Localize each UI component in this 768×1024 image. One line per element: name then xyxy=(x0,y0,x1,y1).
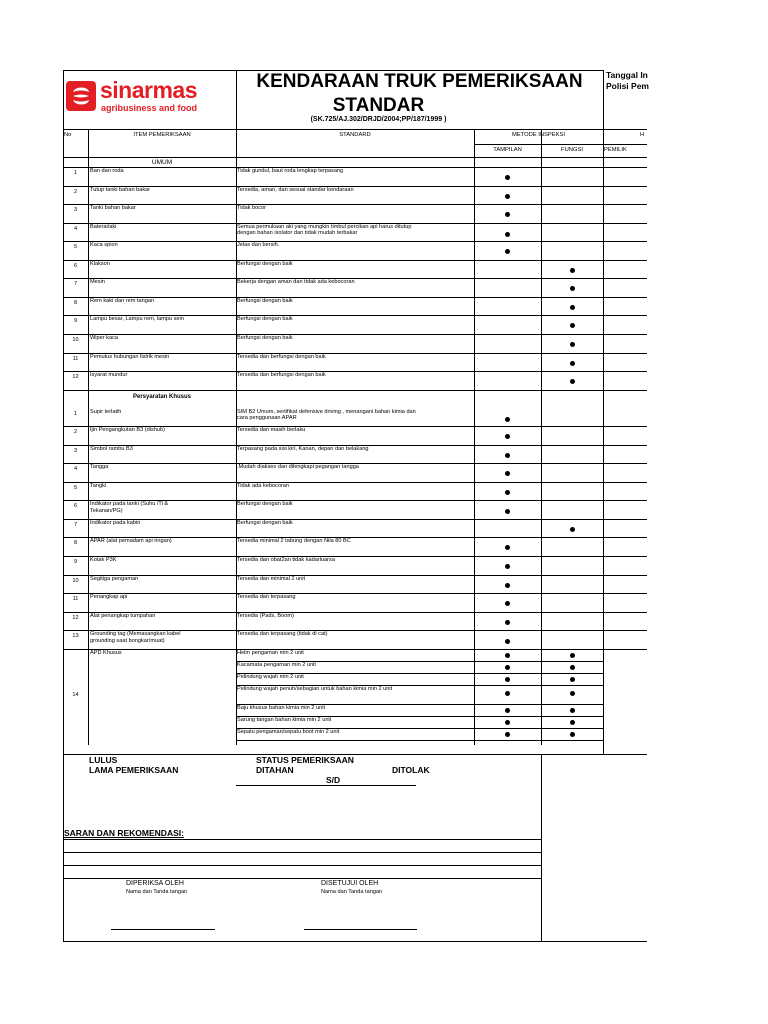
col-method: METODE INSPEKSI xyxy=(511,132,566,138)
row-number: 10 xyxy=(72,577,79,584)
label-diperiksa: DIPERIKSA OLEH xyxy=(126,880,184,887)
row-item: Klakson xyxy=(90,260,110,267)
apd-subrow-standard: Kacamata pengaman min 2 unit xyxy=(237,661,316,668)
row-number: 5 xyxy=(73,484,78,491)
apd-row-number: 14 xyxy=(72,691,79,698)
row-item: Baterai/aki xyxy=(90,223,117,230)
row-standard: Bekerja dengan aman dan tidak ada kebocoran xyxy=(237,279,355,286)
row-standard: dengan bahan isolator dan tidak mudah terbakar xyxy=(237,230,358,237)
row-standard: Tersedia dan berfungsi dengan baik xyxy=(237,353,326,360)
row-number: 6 xyxy=(73,503,78,510)
apd-item: APD Khusus xyxy=(90,649,122,656)
row-standard: cara penggunaan APAR xyxy=(237,415,297,421)
row-item: Alat penangkap tumpahan xyxy=(90,612,156,619)
row-item: Tekanan/PG) xyxy=(90,507,123,514)
row-standard: Tersedia dan terpasang xyxy=(237,594,296,601)
signature-line-1[interactable] xyxy=(111,929,215,930)
row-item: Rem kaki dan rem tangan xyxy=(90,297,155,304)
col-pemilik: PEMILIK xyxy=(604,147,627,153)
check-bullet-icon xyxy=(570,677,575,682)
row-number: 7 xyxy=(73,521,78,528)
row-item: Indikator pada kabin xyxy=(90,519,141,526)
row-number: 10 xyxy=(72,336,79,343)
label-sd: S/D xyxy=(326,775,341,785)
side-header-date: Tanggal In xyxy=(606,70,648,80)
check-bullet-icon xyxy=(570,361,575,366)
row-standard: Berfungsi dengan baik xyxy=(237,334,293,341)
row-number: 9 xyxy=(73,318,78,325)
status-ditahan: DITAHAN xyxy=(256,765,294,775)
check-bullet-icon xyxy=(570,268,575,273)
row-number: 8 xyxy=(73,299,78,306)
check-bullet-icon xyxy=(505,232,510,237)
row-item: Grounding tag (Memasangkan kabel xyxy=(90,631,181,638)
row-standard: Tersedia dan obat2an tidak kadarluarsa xyxy=(237,557,335,563)
check-bullet-icon xyxy=(505,417,510,422)
check-bullet-icon xyxy=(570,342,575,347)
form-reference: (SK.725/AJ.302/DRJD/2004;PP/187/1999 ) xyxy=(310,116,447,123)
apd-subrow-standard: Pelindung wajah penuh/sebagian untuk bahan kimia min 2 unit xyxy=(237,685,393,692)
label-saran: SARAN DAN REKOMENDASI: xyxy=(64,828,184,838)
row-standard: .Mudah diakses dan dilengkapi pegangan tangga xyxy=(237,464,359,471)
check-bullet-icon xyxy=(505,720,510,725)
row-item: Tangga xyxy=(90,464,109,471)
apd-subrow-standard: Helm pengaman min 2 unit xyxy=(237,649,304,656)
row-standard: Tidak gundul, baut roda lengkap terpasang xyxy=(237,168,344,174)
row-item: grounding saat bongkar/muat) xyxy=(90,637,165,644)
check-bullet-icon xyxy=(505,194,510,199)
check-bullet-icon xyxy=(505,653,510,658)
label-status-pemeriksaan: STATUS PEMERIKSAAN xyxy=(256,755,354,765)
check-bullet-icon xyxy=(505,175,510,180)
row-number: 5 xyxy=(73,244,78,251)
row-standard: Berfungsi dengan baik xyxy=(237,297,293,304)
section-khusus: Persyaratan Khusus xyxy=(132,394,192,400)
row-standard: Tidak bocor xyxy=(237,205,267,212)
check-bullet-icon xyxy=(505,564,510,569)
status-lulus: LULUS xyxy=(89,755,118,765)
check-bullet-icon xyxy=(570,708,575,713)
check-bullet-icon xyxy=(505,583,510,588)
check-bullet-icon xyxy=(505,545,510,550)
check-bullet-icon xyxy=(570,665,575,670)
check-bullet-icon xyxy=(570,691,575,696)
row-number: 2 xyxy=(73,188,78,195)
row-item: Kaca spion xyxy=(90,242,118,249)
check-bullet-icon xyxy=(570,653,575,658)
check-bullet-icon xyxy=(505,212,510,217)
row-item: Isyarat mundur xyxy=(90,372,128,379)
col-item: ITEM PEMERIKSAAN xyxy=(133,132,191,138)
check-bullet-icon xyxy=(570,286,575,291)
row-number: 4 xyxy=(73,466,78,473)
row-standard: Tersedia dan minimal 2 unit xyxy=(237,575,306,582)
row-item: Kotak P3K xyxy=(90,557,117,563)
col-standard: STANDARD xyxy=(339,132,371,138)
check-bullet-icon xyxy=(505,601,510,606)
row-item: Lampu besar, Lampu rem, lampu sein xyxy=(90,316,184,323)
row-standard: Tersedia (Pads, Boom) xyxy=(237,612,294,619)
check-bullet-icon xyxy=(505,453,510,458)
row-item: Pemutus hubungan listrik mesin xyxy=(90,353,170,360)
check-bullet-icon xyxy=(505,732,510,737)
row-standard: Tersedia dan terpasang (tidak di cat) xyxy=(237,631,328,638)
check-bullet-icon xyxy=(570,323,575,328)
check-bullet-icon xyxy=(505,677,510,682)
row-standard: Tersedia, aman, dan sesuai standar kendaraan xyxy=(237,186,354,193)
row-number: 12 xyxy=(72,374,79,381)
label-disetujui: DISETUJUI OLEH xyxy=(321,880,379,887)
row-item: Penangkap api xyxy=(90,594,128,601)
row-item: Indikator pada tanki (Suhu /Ti & xyxy=(90,501,169,508)
row-item: Simbol rambu B3 xyxy=(90,445,133,452)
row-number: 4 xyxy=(73,225,78,232)
row-item: APAR (alat pemadam api ringan) xyxy=(90,538,172,545)
row-number: 2 xyxy=(73,429,78,436)
apd-subrow-standard: Pelindung wajah min 2 unit xyxy=(237,673,304,680)
row-number: 7 xyxy=(73,281,78,288)
row-number: 12 xyxy=(72,614,79,621)
row-number: 1 xyxy=(73,410,78,417)
section-umum: UMUM xyxy=(151,159,173,166)
apd-subrow-standard: Sarung tangan bahan kimia min 2 unit xyxy=(237,716,332,723)
check-bullet-icon xyxy=(505,249,510,254)
row-standard: Tersedia dan masih berlaku xyxy=(237,427,306,434)
row-number: 6 xyxy=(73,262,78,269)
check-bullet-icon xyxy=(505,639,510,644)
logo-brand: sinarmas xyxy=(100,77,198,103)
check-bullet-icon xyxy=(505,708,510,713)
check-bullet-icon xyxy=(505,434,510,439)
row-number: 3 xyxy=(73,447,78,454)
row-item: Wiper kaca xyxy=(90,334,118,341)
row-standard: Semua permukaan aki yang mungkin timbul percikan api harus ditutup xyxy=(237,223,412,230)
check-bullet-icon xyxy=(505,509,510,514)
row-number: 3 xyxy=(73,207,78,214)
row-standard: Berfungsi dengan baik xyxy=(237,260,293,267)
row-item: Tangki xyxy=(90,482,107,489)
signature-line-2[interactable] xyxy=(304,929,417,930)
check-bullet-icon xyxy=(505,620,510,625)
row-standard: Jelas dan bersih. xyxy=(237,242,280,249)
row-standard: Berfungsi dengan baik xyxy=(237,316,293,323)
row-number: 1 xyxy=(73,170,78,176)
check-bullet-icon xyxy=(505,691,510,696)
row-standard: Tersedia minimal 2 tabung dengan Nila 80 BC xyxy=(237,538,351,545)
label-nama-2: Nama dan Tanda tangan xyxy=(321,889,383,895)
check-bullet-icon xyxy=(570,379,575,384)
row-standard: Tidak ada kebocoran xyxy=(237,482,290,489)
row-standard: Berfungsi dengan baik xyxy=(237,501,293,508)
col-h: H xyxy=(640,132,645,138)
col-no: No xyxy=(64,132,72,138)
check-bullet-icon xyxy=(570,720,575,725)
check-bullet-icon xyxy=(570,527,575,532)
row-item: Tutup tanki bahan bakar xyxy=(90,186,151,193)
form-title-line1: KENDARAAN TRUK PEMERIKSAAN xyxy=(256,71,583,92)
check-bullet-icon xyxy=(570,305,575,310)
side-header-police: Polisi Pem xyxy=(606,81,649,91)
row-item: Tanki bahan bakar xyxy=(90,205,136,212)
row-item: Supir terlatih xyxy=(90,408,122,415)
row-number: 11 xyxy=(72,596,79,603)
logo-subtitle: agribusiness and food xyxy=(101,103,198,113)
row-number: 11 xyxy=(72,355,79,362)
row-number: 8 xyxy=(73,540,78,547)
row-item: Ban dan roda xyxy=(90,168,124,174)
row-item: Segitiga pengaman xyxy=(90,575,139,582)
row-standard: Tersedia dan berfungsi dengan baik xyxy=(237,372,326,379)
company-logo xyxy=(66,78,216,118)
sinarmas-logo-icon xyxy=(66,81,96,111)
row-standard: SIM B2 Umum, sertifikat defensive driving , menangani bahan kimia dan xyxy=(237,408,416,415)
status-ditolak: DITOLAK xyxy=(392,765,430,775)
apd-subrow-standard: Baju khusus bahan kimia min 2 unit xyxy=(237,704,325,711)
row-number: 13 xyxy=(72,633,79,640)
form-title-line2: STANDAR xyxy=(332,95,425,116)
apd-subrow-standard: Sepatu pengaman/sepatu boot min 2 unit xyxy=(237,728,340,735)
row-number: 9 xyxy=(73,559,78,565)
label-nama-1: Nama dan Tanda tangan xyxy=(126,889,188,895)
check-bullet-icon xyxy=(570,732,575,737)
row-item: Mesin xyxy=(90,279,105,286)
check-bullet-icon xyxy=(505,490,510,495)
label-lama-pemeriksaan: LAMA PEMERIKSAAN xyxy=(89,765,179,775)
check-bullet-icon xyxy=(505,665,510,670)
check-bullet-icon xyxy=(505,471,510,476)
row-standard: Berfungsi dengan baik xyxy=(237,519,293,526)
col-tampilan: TAMPILAN xyxy=(493,147,522,153)
row-standard: Terpasang pada sisi kiri, Kanan, depan dan belakang xyxy=(237,445,369,452)
col-fungsi: FUNGSI xyxy=(561,147,583,153)
row-item: Ijin Pengangkutan B3 (dishub) xyxy=(90,427,165,434)
